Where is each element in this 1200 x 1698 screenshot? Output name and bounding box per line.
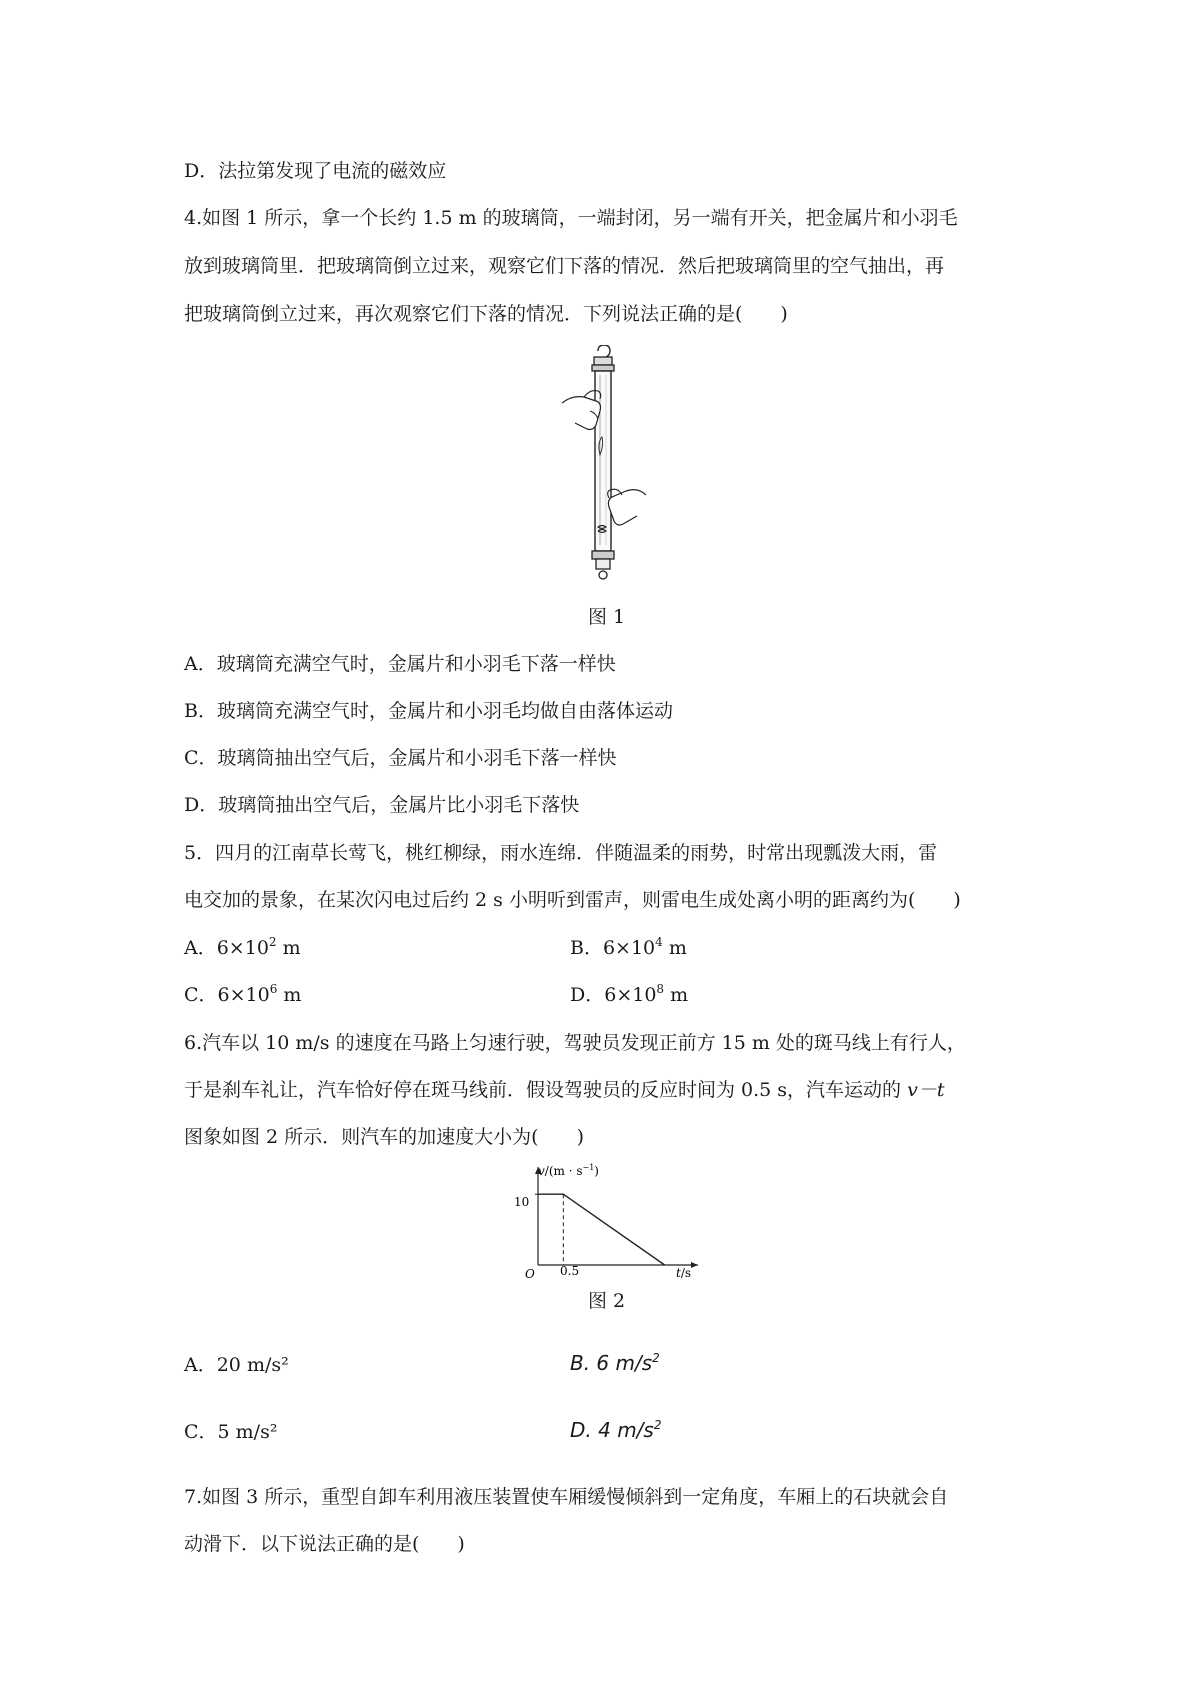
q5-option-d-prefix: D．6×10 — [570, 984, 657, 1006]
q6-option-c: C．5 m/s² — [184, 1421, 278, 1443]
q6-option-b — [570, 1350, 660, 1376]
vt-graph — [500, 1160, 720, 1280]
q6-stem-line-2-text: 于是刹车礼让，汽车恰好停在斑马线前．假设驾驶员的反应时间为 0.5 s，汽车运动的 — [184, 1079, 908, 1101]
q5-option-d — [570, 982, 688, 1008]
vt-y-axis-close: ) — [594, 1164, 599, 1178]
q4-stem-line-3: 把玻璃筒倒立过来，再次观察它们下落的情况．下列说法正确的是( ) — [184, 303, 788, 325]
q4-option-a: A．玻璃筒充满空气时，金属片和小羽毛下落一样快 — [184, 653, 616, 675]
q7-stem-line-1: 7.如图 3 所示，重型自卸车利用液压装置使车厢缓慢倾斜到一定角度，车厢上的石块就会自 — [184, 1486, 949, 1508]
q5-option-c-prefix: C．6×10 — [184, 984, 270, 1006]
vt-y-axis-label — [538, 1163, 599, 1178]
vt-origin-label: O — [525, 1267, 535, 1280]
q6-option-d — [570, 1417, 661, 1443]
vt-y-axis-unit: /(m · s — [544, 1164, 583, 1178]
vt-x-axis-unit: /s — [680, 1266, 692, 1280]
q5-option-a-exponent: 2 — [268, 935, 277, 949]
q5-option-c-unit: m — [277, 984, 302, 1006]
q4-option-d: D．玻璃筒抽出空气后，金属片比小羽毛下落快 — [184, 794, 580, 816]
q5-option-d-exponent: 8 — [656, 982, 665, 996]
q5-stem-line-2: 电交加的景象，在某次闪电过后约 2 s 小明听到雷声，则雷电生成处离小明的距离约为( ) — [184, 889, 961, 911]
q4-stem-line-2: 放到玻璃筒里．把玻璃筒倒立过来，观察它们下落的情况．然后把玻璃筒里的空气抽出，再 — [184, 255, 945, 277]
q4-option-b: B．玻璃筒充满空气时，金属片和小羽毛均做自由落体运动 — [184, 700, 673, 722]
vt-x-axis-label — [676, 1266, 691, 1280]
vt-x-axis-var: t — [676, 1266, 681, 1280]
vt-series-line — [538, 1194, 665, 1265]
q6-option-a: A．20 m/s² — [184, 1354, 289, 1376]
figure-1-caption: 图 1 — [588, 606, 626, 628]
q5-option-c — [184, 982, 301, 1008]
q5-option-a-prefix: A．6×10 — [184, 937, 269, 959]
q6-option-b-prefix: B. 6 m/s — [570, 1351, 653, 1375]
vt-axes — [535, 1167, 698, 1268]
q6-stem-line-2 — [184, 1077, 944, 1103]
figure-2-caption: 图 2 — [588, 1290, 626, 1312]
q7-stem-line-2: 动滑下．以下说法正确的是( ) — [184, 1533, 465, 1555]
glass-tube-figure — [560, 345, 650, 585]
q5-stem-line-1: 5．四月的江南草长莺飞，桃红柳绿，雨水连绵．伴随温柔的雨势，时常出现瓢泼大雨，雷 — [184, 842, 938, 864]
vt-y-axis-var: v — [538, 1164, 545, 1178]
q6-stem-line-1: 6.汽车以 10 m/s 的速度在马路上匀速行驶，驾驶员发现正前方 15 m 处的斑马线上有行人， — [184, 1032, 966, 1054]
q4-option-c: C．玻璃筒抽出空气后，金属片和小羽毛下落一样快 — [184, 747, 617, 769]
q6-stem-line-3: 图象如图 2 所示．则汽车的加速度大小为( ) — [184, 1126, 584, 1148]
q3-option-d: D．法拉第发现了电流的磁效应 — [184, 160, 447, 182]
q6-option-d-exponent: 2 — [653, 1418, 662, 1432]
vt-y-tick-label: 10 — [514, 1195, 530, 1209]
q5-option-b-exponent: 4 — [655, 935, 663, 949]
q5-option-c-exponent: 6 — [269, 982, 278, 996]
vt-x-tick-label: 0.5 — [560, 1264, 580, 1278]
vt-x-axis-arrow — [691, 1262, 698, 1268]
q5-option-b-unit: m — [662, 937, 687, 959]
q5-option-a — [184, 935, 301, 961]
vt-y-axis-exp: −1 — [582, 1163, 595, 1172]
q5-option-b — [570, 935, 687, 961]
q5-option-a-unit: m — [276, 937, 301, 959]
q6-option-d-prefix: D. 4 m/s — [570, 1418, 654, 1442]
vt-series — [538, 1194, 665, 1265]
q5-option-b-prefix: B．6×10 — [570, 937, 656, 959]
q6-option-b-exponent: 2 — [652, 1351, 660, 1365]
q5-option-d-unit: m — [664, 984, 689, 1006]
q6-vt-variable: v－t — [907, 1079, 945, 1101]
q4-stem-line-1: 4.如图 1 所示，拿一个长约 1.5 m 的玻璃筒，一端封闭，另一端有开关，把金属片和小羽毛 — [184, 207, 958, 229]
